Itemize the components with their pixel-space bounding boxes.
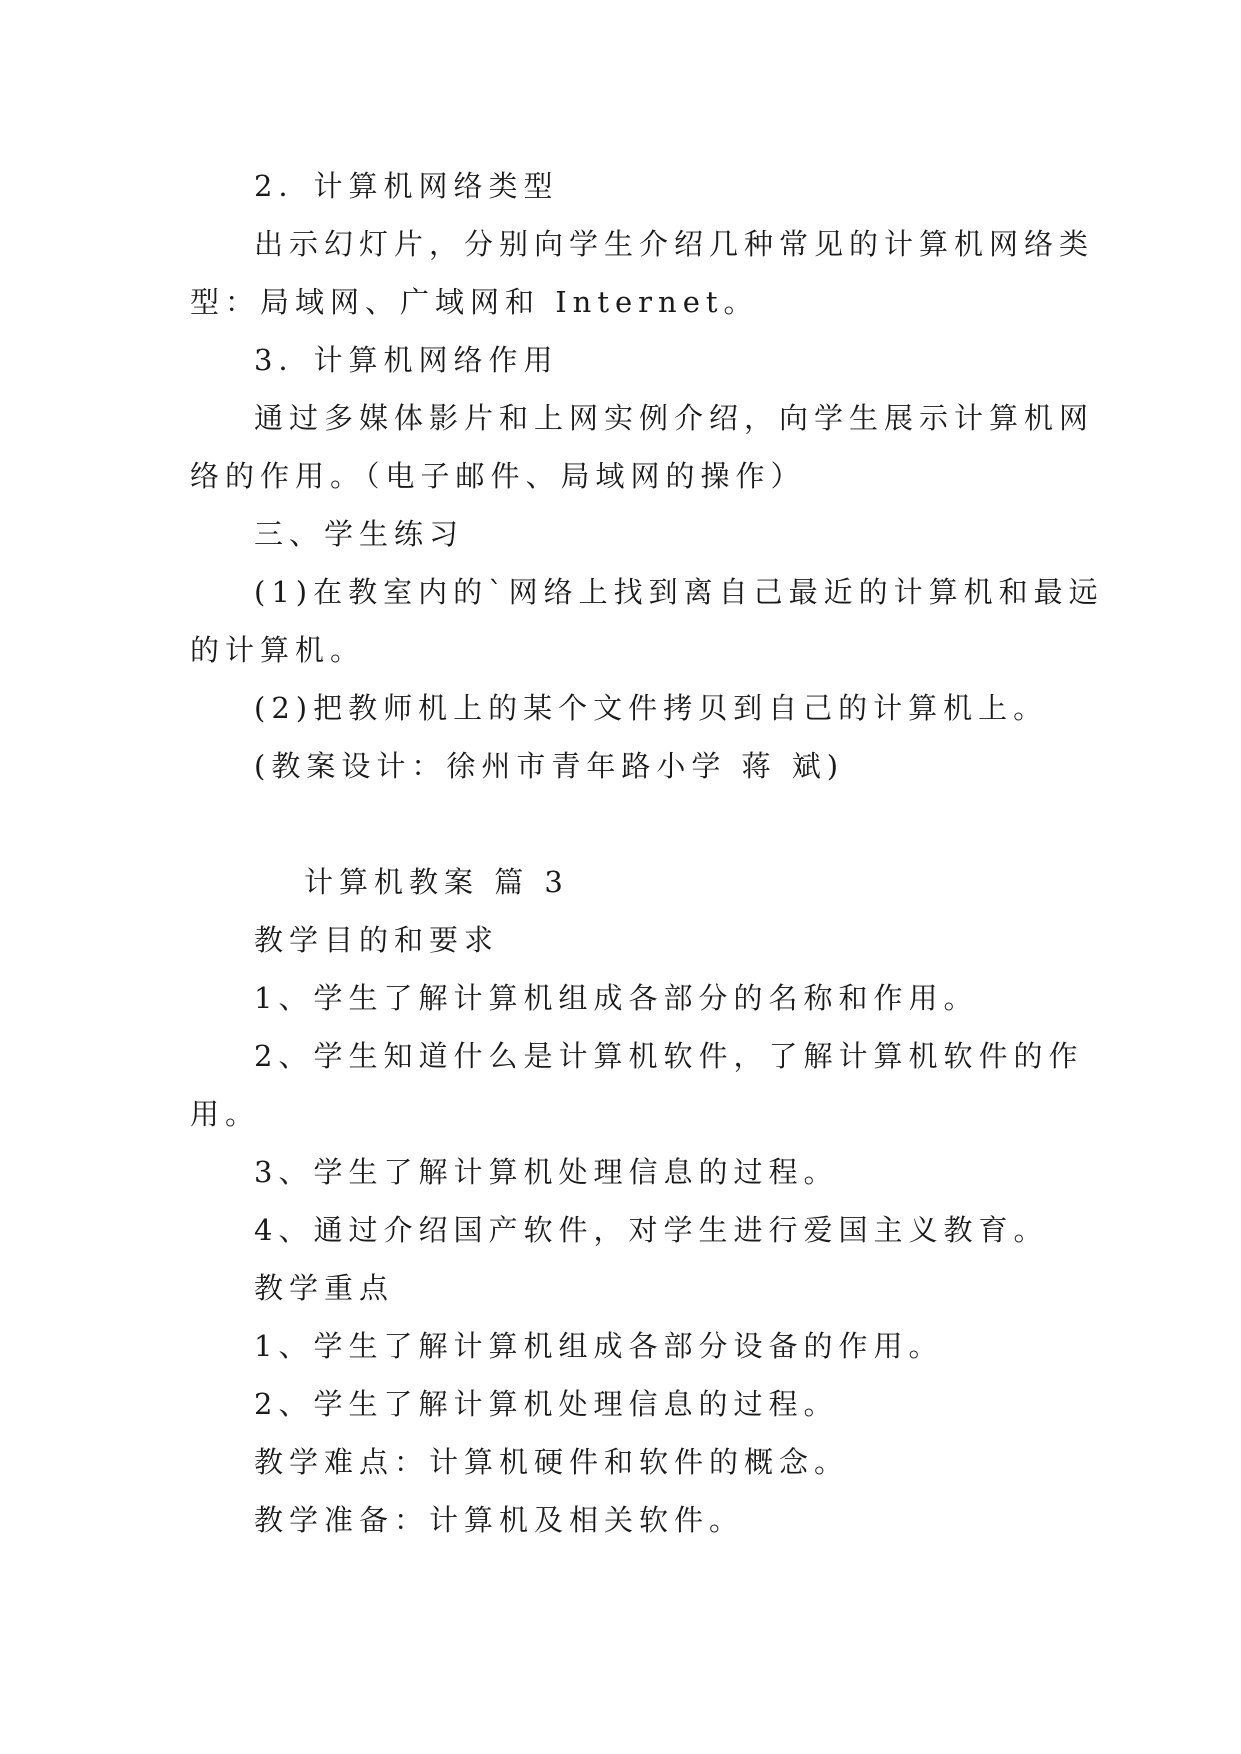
heading-key-points: 教学重点 — [254, 1271, 395, 1305]
preparation-line: 教学准备：计算机及相关软件。 — [254, 1503, 745, 1537]
list-item: 3、学生了解计算机处理信息的过程。 — [254, 1155, 839, 1189]
list-item: 2、学生知道什么是计算机软件，了解计算机软件的作 — [254, 1039, 1084, 1073]
paragraph-line: 络的作用。（电子邮件、局域网的操作） — [190, 459, 806, 493]
list-item: 1、学生了解计算机组成各部分的名称和作用。 — [254, 981, 979, 1015]
heading-network-types: 2．计算机网络类型 — [254, 169, 559, 203]
difficulty-line: 教学难点：计算机硬件和软件的概念。 — [254, 1445, 850, 1479]
section-title: 计算机教案 篇 3 — [304, 865, 569, 899]
heading-student-practice: 三、学生练习 — [254, 517, 465, 551]
list-item: 2、学生了解计算机处理信息的过程。 — [254, 1387, 839, 1421]
list-item: 4、通过介绍国产软件，对学生进行爱国主义教育。 — [254, 1213, 1049, 1247]
paragraph-line: (2)把教师机上的某个文件拷贝到自己的计算机上。 — [254, 691, 1049, 725]
heading-network-use: 3．计算机网络作用 — [254, 343, 559, 377]
list-item-continuation: 用。 — [190, 1097, 261, 1131]
author-credit: (教案设计：徐州市青年路小学 蒋 斌) — [254, 749, 845, 783]
heading-objectives: 教学目的和要求 — [254, 923, 500, 957]
list-item: 1、学生了解计算机组成各部分设备的作用。 — [254, 1329, 944, 1363]
paragraph-line: (1)在教室内的`网络上找到离自己最近的计算机和最远 — [254, 575, 1104, 609]
paragraph-line: 型：局域网、广域网和 Internet。 — [190, 285, 759, 319]
paragraph-line: 的计算机。 — [190, 633, 366, 667]
paragraph-line: 通过多媒体影片和上网实例介绍，向学生展示计算机网 — [254, 401, 1095, 435]
paragraph-line: 出示幻灯片，分别向学生介绍几种常见的计算机网络类 — [254, 227, 1095, 261]
